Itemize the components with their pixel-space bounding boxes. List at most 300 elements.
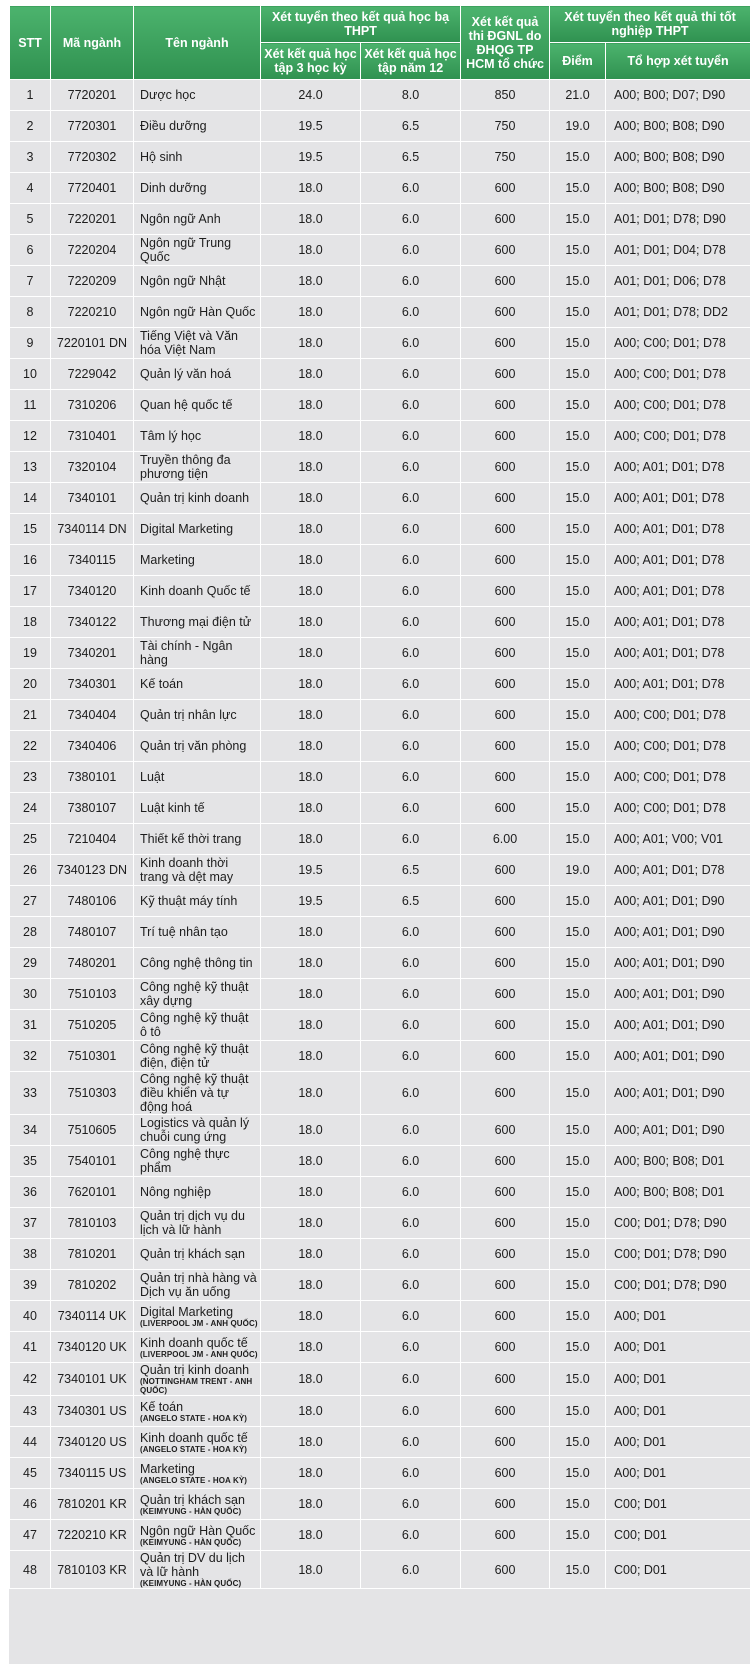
name-cell bbox=[134, 886, 261, 917]
score-dgnl-cell: 600 bbox=[461, 607, 550, 638]
combo-cell: A00; A01; D01; D90 bbox=[606, 917, 750, 948]
score-dgnl-cell: 600 bbox=[461, 1270, 550, 1301]
stt-cell: 29 bbox=[10, 948, 51, 979]
score-12-cell: 6.0 bbox=[361, 669, 461, 700]
score-12-cell: 6.0 bbox=[361, 1551, 461, 1589]
score-thpt-cell: 15.0 bbox=[550, 514, 606, 545]
score-dgnl-cell: 600 bbox=[461, 1115, 550, 1146]
score-thpt-cell: 15.0 bbox=[550, 142, 606, 173]
stt-cell: 3 bbox=[10, 142, 51, 173]
score-12-cell: 6.0 bbox=[361, 762, 461, 793]
stt-cell: 10 bbox=[10, 359, 51, 390]
combo-cell: A01; D01; D78; D90 bbox=[606, 204, 750, 235]
score-3hk-cell: 18.0 bbox=[261, 607, 361, 638]
combo-cell: A00; C00; D01; D78 bbox=[606, 762, 750, 793]
code-cell: 7510605 bbox=[51, 1115, 134, 1146]
score-dgnl-cell: 600 bbox=[461, 204, 550, 235]
score-3hk-cell: 18.0 bbox=[261, 1177, 361, 1208]
score-12-cell: 6.0 bbox=[361, 266, 461, 297]
score-12-cell: 6.0 bbox=[361, 793, 461, 824]
score-12-cell: 6.0 bbox=[361, 545, 461, 576]
code-cell: 7220210 bbox=[51, 297, 134, 328]
stt-cell: 2 bbox=[10, 111, 51, 142]
score-thpt-cell: 15.0 bbox=[550, 390, 606, 421]
score-12-cell: 6.0 bbox=[361, 1115, 461, 1146]
stt-cell: 15 bbox=[10, 514, 51, 545]
score-thpt-cell: 15.0 bbox=[550, 297, 606, 328]
table-row bbox=[10, 204, 750, 235]
score-dgnl-cell: 750 bbox=[461, 142, 550, 173]
major-name: Ngôn ngữ Trung Quốc bbox=[140, 236, 232, 264]
major-name: Quan hệ quốc tế bbox=[140, 398, 233, 412]
table-row bbox=[10, 328, 750, 359]
major-name: Quản trị kinh doanh bbox=[140, 491, 250, 505]
partner-university: (ANGELO STATE - HOA KỲ) bbox=[140, 1413, 248, 1423]
code-cell: 7320104 bbox=[51, 452, 134, 483]
table-row bbox=[10, 173, 750, 204]
score-3hk-cell: 18.0 bbox=[261, 359, 361, 390]
code-cell: 7340301 US bbox=[51, 1396, 134, 1427]
score-dgnl-cell: 600 bbox=[461, 421, 550, 452]
major-name: Quản trị nhân lực bbox=[140, 708, 237, 722]
stt-cell: 39 bbox=[10, 1270, 51, 1301]
major-name: Quản lý văn hoá bbox=[140, 367, 232, 381]
name-cell bbox=[134, 1332, 261, 1363]
code-cell: 7220209 bbox=[51, 266, 134, 297]
major-name: Tâm lý học bbox=[140, 429, 202, 443]
score-3hk-cell: 18.0 bbox=[261, 1489, 361, 1520]
table-row bbox=[10, 1301, 750, 1332]
major-name: Kỹ thuật máy tính bbox=[140, 894, 238, 908]
stt-cell: 5 bbox=[10, 204, 51, 235]
table-row bbox=[10, 452, 750, 483]
table-row bbox=[10, 1041, 750, 1072]
combo-cell: A00; A01; D01; D78 bbox=[606, 452, 750, 483]
code-cell: 7340301 bbox=[51, 669, 134, 700]
score-thpt-cell: 15.0 bbox=[550, 1041, 606, 1072]
table-row bbox=[10, 731, 750, 762]
major-name: Kinh doanh quốc tế bbox=[140, 1335, 248, 1350]
name-cell bbox=[134, 483, 261, 514]
name-cell bbox=[134, 452, 261, 483]
score-3hk-cell: 18.0 bbox=[261, 948, 361, 979]
table-row bbox=[10, 1551, 750, 1589]
score-dgnl-cell: 600 bbox=[461, 638, 550, 669]
score-12-cell: 6.0 bbox=[361, 173, 461, 204]
combo-cell: A00; A01; D01; D78 bbox=[606, 514, 750, 545]
combo-cell: A00; A01; V00; V01 bbox=[606, 824, 750, 855]
score-12-cell: 6.0 bbox=[361, 235, 461, 266]
major-name: Thiết kế thời trang bbox=[140, 832, 242, 846]
name-cell bbox=[134, 173, 261, 204]
table-row bbox=[10, 793, 750, 824]
score-thpt-cell: 15.0 bbox=[550, 948, 606, 979]
score-12-cell: 6.0 bbox=[361, 1041, 461, 1072]
table-row bbox=[10, 80, 750, 111]
stt-cell: 25 bbox=[10, 824, 51, 855]
score-dgnl-cell: 600 bbox=[461, 1208, 550, 1239]
score-thpt-cell: 15.0 bbox=[550, 1489, 606, 1520]
major-name: Quản trị dịch vụ du lịch và lữ hành bbox=[140, 1209, 245, 1237]
code-cell: 7380101 bbox=[51, 762, 134, 793]
code-cell: 7340115 bbox=[51, 545, 134, 576]
code-cell: 7340114 DN bbox=[51, 514, 134, 545]
score-12-cell: 6.0 bbox=[361, 1208, 461, 1239]
major-name: Ngôn ngữ Hàn Quốc bbox=[140, 305, 256, 319]
stt-cell: 30 bbox=[10, 979, 51, 1010]
stt-cell: 41 bbox=[10, 1332, 51, 1363]
combo-cell: A00; C00; D01; D78 bbox=[606, 793, 750, 824]
score-3hk-cell: 18.0 bbox=[261, 297, 361, 328]
score-thpt-cell: 15.0 bbox=[550, 1458, 606, 1489]
admission-scores-table bbox=[9, 5, 750, 1589]
stt-cell: 4 bbox=[10, 173, 51, 204]
code-cell: 7220101 DN bbox=[51, 328, 134, 359]
combo-cell: A00; A01; D01; D78 bbox=[606, 855, 750, 886]
code-cell: 7720201 bbox=[51, 80, 134, 111]
stt-cell: 42 bbox=[10, 1363, 51, 1396]
table-row bbox=[10, 266, 750, 297]
score-3hk-cell: 18.0 bbox=[261, 1551, 361, 1589]
score-thpt-cell: 15.0 bbox=[550, 1427, 606, 1458]
score-3hk-cell: 18.0 bbox=[261, 204, 361, 235]
score-dgnl-cell: 600 bbox=[461, 669, 550, 700]
score-3hk-cell: 18.0 bbox=[261, 173, 361, 204]
table-row bbox=[10, 762, 750, 793]
code-cell: 7720401 bbox=[51, 173, 134, 204]
code-cell: 7480107 bbox=[51, 917, 134, 948]
score-12-cell: 6.0 bbox=[361, 514, 461, 545]
score-12-cell: 6.0 bbox=[361, 638, 461, 669]
major-name: Ngôn ngữ Anh bbox=[140, 212, 221, 226]
major-name: Logistics và quản lý chuỗi cung ứng bbox=[140, 1116, 250, 1144]
score-12-cell: 8.0 bbox=[361, 80, 461, 111]
table-row bbox=[10, 1332, 750, 1363]
partner-university: (ANGELO STATE - HOA KỲ) bbox=[140, 1444, 248, 1454]
score-dgnl-cell: 600 bbox=[461, 948, 550, 979]
major-name: Ngôn ngữ Hàn Quốc bbox=[140, 1523, 256, 1538]
name-cell bbox=[134, 793, 261, 824]
score-12-cell: 6.0 bbox=[361, 917, 461, 948]
score-12-cell: 6.0 bbox=[361, 421, 461, 452]
combo-cell: C00; D01 bbox=[606, 1520, 750, 1551]
score-3hk-cell: 18.0 bbox=[261, 1270, 361, 1301]
code-cell: 7340101 UK bbox=[51, 1363, 134, 1396]
score-3hk-cell: 18.0 bbox=[261, 1072, 361, 1115]
stt-cell: 27 bbox=[10, 886, 51, 917]
stt-cell: 34 bbox=[10, 1115, 51, 1146]
stt-cell: 36 bbox=[10, 1177, 51, 1208]
major-name: Hộ sinh bbox=[140, 150, 183, 164]
table-row bbox=[10, 545, 750, 576]
score-thpt-cell: 15.0 bbox=[550, 979, 606, 1010]
score-3hk-cell: 18.0 bbox=[261, 1396, 361, 1427]
code-cell: 7720302 bbox=[51, 142, 134, 173]
score-thpt-cell: 15.0 bbox=[550, 917, 606, 948]
name-cell bbox=[134, 1010, 261, 1041]
table-row bbox=[10, 1270, 750, 1301]
major-name: Luật bbox=[140, 770, 165, 784]
score-12-cell: 6.5 bbox=[361, 142, 461, 173]
table-row bbox=[10, 1520, 750, 1551]
score-thpt-cell: 15.0 bbox=[550, 1146, 606, 1177]
stt-cell: 38 bbox=[10, 1239, 51, 1270]
name-cell bbox=[134, 1270, 261, 1301]
major-name: Công nghệ kỹ thuật điện, điện tử bbox=[140, 1042, 249, 1070]
stt-cell: 37 bbox=[10, 1208, 51, 1239]
score-12-cell: 6.0 bbox=[361, 1177, 461, 1208]
name-cell bbox=[134, 855, 261, 886]
score-3hk-cell: 18.0 bbox=[261, 1208, 361, 1239]
code-cell: 7310206 bbox=[51, 390, 134, 421]
score-thpt-cell: 15.0 bbox=[550, 266, 606, 297]
table-body bbox=[10, 80, 750, 1589]
header-group-hocba: Xét tuyển theo kết quả học bạ THPT bbox=[261, 6, 461, 43]
major-name: Kinh doanh Quốc tế bbox=[140, 584, 251, 598]
major-name: Quản trị kinh doanh bbox=[140, 1363, 250, 1377]
header-hocba-12: Xét kết quả học tập năm 12 bbox=[361, 43, 461, 80]
major-name: Công nghệ thông tin bbox=[140, 956, 253, 970]
table-row bbox=[10, 669, 750, 700]
name-cell bbox=[134, 979, 261, 1010]
score-3hk-cell: 18.0 bbox=[261, 235, 361, 266]
name-cell bbox=[134, 545, 261, 576]
name-cell bbox=[134, 1115, 261, 1146]
name-cell bbox=[134, 1177, 261, 1208]
score-dgnl-cell: 600 bbox=[461, 1177, 550, 1208]
code-cell: 7220201 bbox=[51, 204, 134, 235]
stt-cell: 32 bbox=[10, 1041, 51, 1072]
score-12-cell: 6.0 bbox=[361, 731, 461, 762]
score-12-cell: 6.0 bbox=[361, 452, 461, 483]
score-3hk-cell: 18.0 bbox=[261, 762, 361, 793]
table-row bbox=[10, 576, 750, 607]
name-cell bbox=[134, 1363, 261, 1396]
code-cell: 7810103 KR bbox=[51, 1551, 134, 1589]
score-dgnl-cell: 600 bbox=[461, 917, 550, 948]
score-3hk-cell: 18.0 bbox=[261, 917, 361, 948]
code-cell: 7340406 bbox=[51, 731, 134, 762]
score-12-cell: 6.0 bbox=[361, 1396, 461, 1427]
score-3hk-cell: 18.0 bbox=[261, 1041, 361, 1072]
score-12-cell: 6.0 bbox=[361, 204, 461, 235]
score-3hk-cell: 18.0 bbox=[261, 390, 361, 421]
combo-cell: A00; B00; B08; D01 bbox=[606, 1177, 750, 1208]
major-name: Nông nghiệp bbox=[140, 1185, 211, 1199]
score-3hk-cell: 18.0 bbox=[261, 1520, 361, 1551]
name-cell bbox=[134, 1458, 261, 1489]
score-dgnl-cell: 600 bbox=[461, 328, 550, 359]
name-cell bbox=[134, 669, 261, 700]
major-name: Quản trị khách sạn bbox=[140, 1492, 245, 1507]
score-12-cell: 6.0 bbox=[361, 576, 461, 607]
header-name: Tên ngành bbox=[134, 6, 261, 80]
score-thpt-cell: 15.0 bbox=[550, 1239, 606, 1270]
score-3hk-cell: 18.0 bbox=[261, 1427, 361, 1458]
score-12-cell: 6.0 bbox=[361, 700, 461, 731]
combo-cell: A00; D01 bbox=[606, 1332, 750, 1363]
name-cell bbox=[134, 731, 261, 762]
score-dgnl-cell: 6.00 bbox=[461, 824, 550, 855]
major-name: Dược học bbox=[140, 88, 196, 102]
score-dgnl-cell: 600 bbox=[461, 731, 550, 762]
score-3hk-cell: 18.0 bbox=[261, 452, 361, 483]
name-cell bbox=[134, 390, 261, 421]
code-cell: 7340120 bbox=[51, 576, 134, 607]
score-3hk-cell: 18.0 bbox=[261, 266, 361, 297]
combo-cell: A00; D01 bbox=[606, 1458, 750, 1489]
table-row bbox=[10, 359, 750, 390]
score-dgnl-cell: 600 bbox=[461, 1427, 550, 1458]
score-dgnl-cell: 600 bbox=[461, 173, 550, 204]
table-row bbox=[10, 1458, 750, 1489]
score-dgnl-cell: 600 bbox=[461, 793, 550, 824]
code-cell: 7340115 US bbox=[51, 1458, 134, 1489]
code-cell: 7210404 bbox=[51, 824, 134, 855]
major-name: Digital Marketing bbox=[140, 522, 234, 536]
name-cell bbox=[134, 204, 261, 235]
name-cell bbox=[134, 917, 261, 948]
score-thpt-cell: 15.0 bbox=[550, 824, 606, 855]
table-frame bbox=[9, 5, 750, 1664]
table-row bbox=[10, 824, 750, 855]
stt-cell: 20 bbox=[10, 669, 51, 700]
score-thpt-cell: 15.0 bbox=[550, 607, 606, 638]
code-cell: 7340404 bbox=[51, 700, 134, 731]
score-dgnl-cell: 600 bbox=[461, 545, 550, 576]
score-3hk-cell: 24.0 bbox=[261, 80, 361, 111]
name-cell bbox=[134, 1551, 261, 1589]
table-row bbox=[10, 979, 750, 1010]
score-12-cell: 6.5 bbox=[361, 855, 461, 886]
score-dgnl-cell: 600 bbox=[461, 1041, 550, 1072]
score-3hk-cell: 19.5 bbox=[261, 855, 361, 886]
table-row bbox=[10, 607, 750, 638]
major-name: Marketing bbox=[140, 1461, 195, 1476]
name-cell bbox=[134, 1301, 261, 1332]
combo-cell: A00; A01; D01; D90 bbox=[606, 948, 750, 979]
score-12-cell: 6.0 bbox=[361, 1270, 461, 1301]
code-cell: 7510303 bbox=[51, 1072, 134, 1115]
combo-cell: A00; D01 bbox=[606, 1301, 750, 1332]
score-thpt-cell: 15.0 bbox=[550, 762, 606, 793]
combo-cell: C00; D01; D78; D90 bbox=[606, 1270, 750, 1301]
code-cell: 7510103 bbox=[51, 979, 134, 1010]
combo-cell: A00; B00; B08; D90 bbox=[606, 111, 750, 142]
name-cell bbox=[134, 948, 261, 979]
table-row bbox=[10, 1115, 750, 1146]
score-3hk-cell: 18.0 bbox=[261, 731, 361, 762]
code-cell: 7810202 bbox=[51, 1270, 134, 1301]
score-thpt-cell: 15.0 bbox=[550, 235, 606, 266]
score-thpt-cell: 15.0 bbox=[550, 1396, 606, 1427]
header-dgnl: Xét kết quả thi ĐGNL do ĐHQG TP HCM tổ chức bbox=[461, 6, 550, 80]
table-row bbox=[10, 1363, 750, 1396]
score-thpt-cell: 15.0 bbox=[550, 1270, 606, 1301]
stt-cell: 12 bbox=[10, 421, 51, 452]
score-thpt-cell: 15.0 bbox=[550, 545, 606, 576]
name-cell bbox=[134, 235, 261, 266]
table-row bbox=[10, 1010, 750, 1041]
score-thpt-cell: 15.0 bbox=[550, 886, 606, 917]
combo-cell: A00; A01; D01; D78 bbox=[606, 576, 750, 607]
header-stt: STT bbox=[10, 6, 51, 80]
table-row bbox=[10, 1146, 750, 1177]
major-name: Tiếng Việt và Văn hóa Việt Nam bbox=[140, 329, 238, 357]
score-dgnl-cell: 750 bbox=[461, 111, 550, 142]
combo-cell: A00; C00; D01; D78 bbox=[606, 359, 750, 390]
score-3hk-cell: 18.0 bbox=[261, 1146, 361, 1177]
score-thpt-cell: 15.0 bbox=[550, 1363, 606, 1396]
score-3hk-cell: 18.0 bbox=[261, 1010, 361, 1041]
combo-cell: A01; D01; D78; DD2 bbox=[606, 297, 750, 328]
score-dgnl-cell: 600 bbox=[461, 297, 550, 328]
score-3hk-cell: 19.5 bbox=[261, 142, 361, 173]
combo-cell: A00; C00; D01; D78 bbox=[606, 390, 750, 421]
score-3hk-cell: 18.0 bbox=[261, 576, 361, 607]
major-name: Dinh dưỡng bbox=[140, 181, 207, 195]
score-12-cell: 6.0 bbox=[361, 824, 461, 855]
score-3hk-cell: 18.0 bbox=[261, 700, 361, 731]
name-cell bbox=[134, 762, 261, 793]
score-dgnl-cell: 600 bbox=[461, 979, 550, 1010]
score-thpt-cell: 19.0 bbox=[550, 111, 606, 142]
combo-cell: A00; C00; D01; D78 bbox=[606, 731, 750, 762]
code-cell: 7810103 bbox=[51, 1208, 134, 1239]
name-cell bbox=[134, 700, 261, 731]
major-name: Luật kinh tế bbox=[140, 801, 205, 815]
score-12-cell: 6.0 bbox=[361, 979, 461, 1010]
stt-cell: 17 bbox=[10, 576, 51, 607]
table-row bbox=[10, 1072, 750, 1115]
partner-university: (LIVERPOOL JM - ANH QUỐC) bbox=[140, 1349, 258, 1359]
major-name: Tài chính - Ngân hàng bbox=[140, 639, 233, 667]
table-row bbox=[10, 1177, 750, 1208]
combo-cell: A00; A01; D01; D90 bbox=[606, 886, 750, 917]
combo-cell: A00; C00; D01; D78 bbox=[606, 700, 750, 731]
major-name: Quản trị văn phòng bbox=[140, 739, 247, 753]
name-cell bbox=[134, 111, 261, 142]
code-cell: 7310401 bbox=[51, 421, 134, 452]
stt-cell: 46 bbox=[10, 1489, 51, 1520]
name-cell bbox=[134, 514, 261, 545]
combo-cell: A00; B00; B08; D90 bbox=[606, 173, 750, 204]
combo-cell: A00; A01; D01; D78 bbox=[606, 638, 750, 669]
score-dgnl-cell: 600 bbox=[461, 235, 550, 266]
major-name: Trí tuệ nhân tạo bbox=[140, 925, 228, 939]
score-thpt-cell: 15.0 bbox=[550, 793, 606, 824]
score-thpt-cell: 15.0 bbox=[550, 1115, 606, 1146]
score-12-cell: 6.0 bbox=[361, 948, 461, 979]
table-row bbox=[10, 1208, 750, 1239]
stt-cell: 33 bbox=[10, 1072, 51, 1115]
score-thpt-cell: 15.0 bbox=[550, 638, 606, 669]
partner-university: (KEIMYUNG - HÀN QUỐC) bbox=[140, 1506, 242, 1516]
combo-cell: A00; B00; B08; D90 bbox=[606, 142, 750, 173]
score-3hk-cell: 18.0 bbox=[261, 545, 361, 576]
combo-cell: A00; A01; D01; D90 bbox=[606, 1041, 750, 1072]
score-3hk-cell: 18.0 bbox=[261, 793, 361, 824]
combo-cell: A00; D01 bbox=[606, 1427, 750, 1458]
score-12-cell: 6.0 bbox=[361, 359, 461, 390]
stt-cell: 44 bbox=[10, 1427, 51, 1458]
score-3hk-cell: 18.0 bbox=[261, 1115, 361, 1146]
score-dgnl-cell: 600 bbox=[461, 576, 550, 607]
score-dgnl-cell: 600 bbox=[461, 514, 550, 545]
score-dgnl-cell: 600 bbox=[461, 1363, 550, 1396]
stt-cell: 43 bbox=[10, 1396, 51, 1427]
combo-cell: A00; A01; D01; D90 bbox=[606, 979, 750, 1010]
